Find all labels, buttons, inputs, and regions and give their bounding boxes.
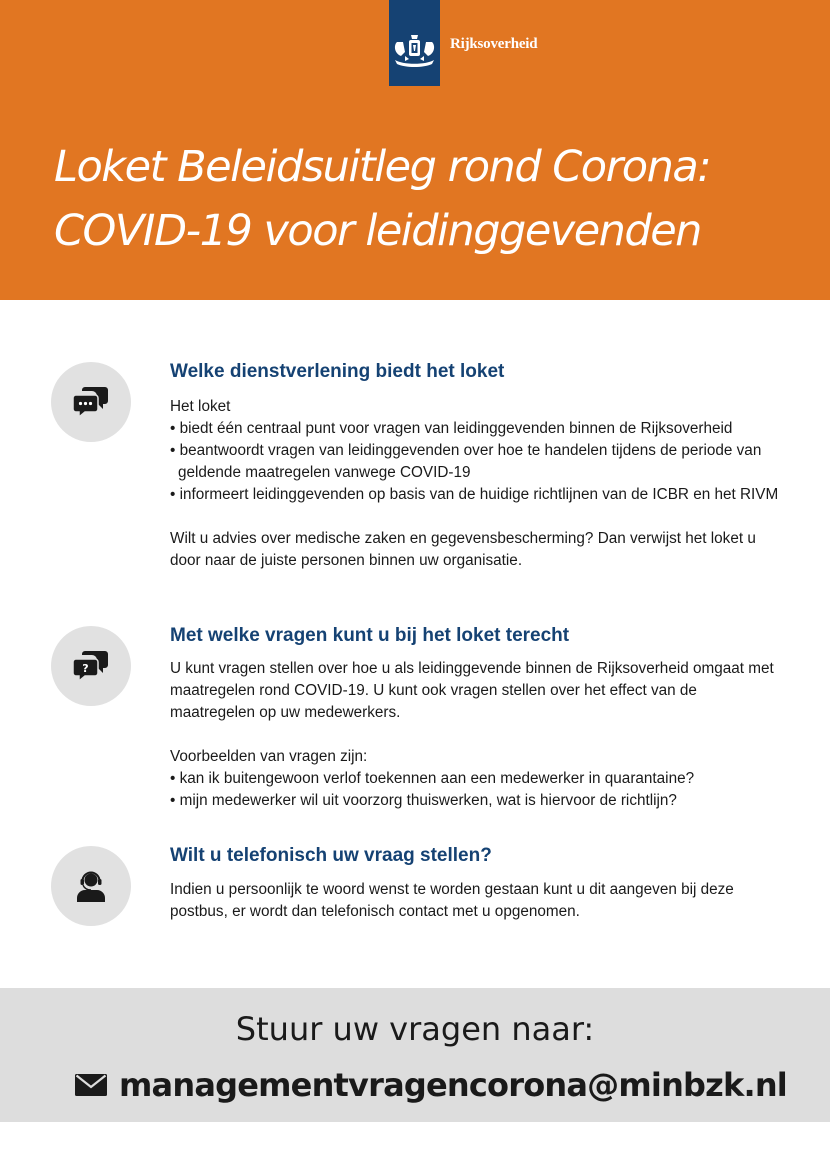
page-title [54,135,814,263]
list-item: • mijn medewerker wil uit voorzorg thuiswerken, wat is hiervoor de richtlijn? [170,792,677,809]
intro-text: Het loket [170,398,231,415]
footer-email-row [75,1060,787,1110]
section-icon-circle [51,362,131,442]
email-link[interactable]: managementvragencorona@minbzk.nl [119,1066,787,1104]
section-body [170,879,780,923]
section-body [170,658,780,812]
list-item: • informeert leidinggevenden op basis van de huidige richtlijnen van de ICBR en het RIVM [170,486,779,503]
section-heading: Met welke vragen kunt u bij het loket terecht [170,625,570,646]
paragraph: Indien u persoonlijk te woord wenst te worden gestaan kunt u dit aangeven bij deze postbus, er wordt dan telefonisch contact met u opgenomen. [170,881,734,920]
section-icon-circle [51,846,131,926]
envelope-icon [75,1074,107,1096]
examples-label: Voorbeelden van vragen zijn: [170,748,368,765]
title-line-2: COVID-19 voor leidinggevenden [54,206,701,256]
speech-bubbles-question-icon [71,646,111,686]
svg-text:?: ? [82,662,89,675]
header-banner [0,0,830,300]
headset-person-icon [71,866,111,906]
paragraph: Wilt u advies over medische zaken en gegevensbescherming? Dan verwijst het loket u door naar de juiste personen binnen uw organisatie. [170,530,756,569]
list-item: • kan ik buitengewoon verlof toekennen aan een medewerker in quarantaine? [170,770,695,787]
paragraph: U kunt vragen stellen over hoe u als leidinggevende binnen de Rijksoverheid omgaat met maatregelen rond COVID-19. U kunt ook vragen stellen over het effect van de maatregelen op uw medewerkers. [170,660,774,721]
section-body [170,396,780,572]
section-heading: Wilt u telefonisch uw vraag stellen? [170,845,492,866]
title-line-1: Loket Beleidsuitleg rond Corona: [54,142,711,192]
coat-of-arms-icon [391,32,438,70]
logo-wordmark: Rijksoverheid [450,36,538,52]
list-item: • beantwoordt vragen van leidinggevenden over hoe te handelen tijdens de periode van geldende maatregelen vanwege COVID-19 [170,442,762,481]
speech-bubbles-ellipsis-icon [71,382,111,422]
list-item: • biedt één centraal punt voor vragen van leidinggevenden binnen de Rijksoverheid [170,420,733,437]
rijksoverheid-logo [389,0,440,86]
section-heading: Welke dienstverlening biedt het loket [170,361,505,382]
footer-heading: Stuur uw vragen naar: [235,1010,595,1048]
section-icon-circle [51,626,131,706]
